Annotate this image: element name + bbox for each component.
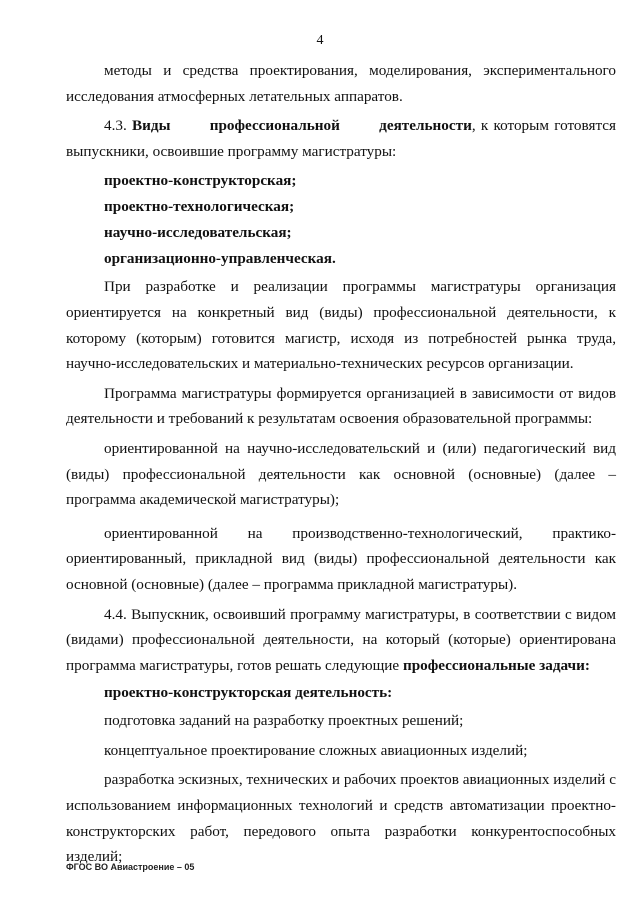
paragraph-methods: методы и средства проектирования, моделирования, экспериментального исследования атмосферных летательных аппаратов. [66, 62, 616, 105]
task-item: подготовка заданий на разработку проектных решений; [104, 712, 464, 730]
document-body [66, 58, 616, 870]
activity-types-heading: Виды профессиональной деятельности [132, 117, 472, 135]
page-number: 4 [316, 33, 324, 48]
paragraph-development: При разработке и реализации программы магистратуры организация ориентируется на конкретный вид (виды) профессиональной деятельности, к которому (которым) готовится магистр, исходя из потребностей рынка труда, научно-исследовательских и материально-технических ресурсов организации. [66, 278, 616, 373]
task-item: разработка эскизных, технических и рабочих проектов авиационных изделий с использованием информационных технологий и средств автоматизации проектно-конструкторских работ, передового опыта разработки конкурентоспособных изделий; [66, 771, 616, 866]
graduate-tasks-text: 4.4. Выпускник, освоивший программу магистратуры, в соответствии с видом (видами) профессиональной деятельности, на который (которые) ориентирована программа магистратуры, готов решать следующие [66, 605, 616, 674]
paragraph-program-formation: Программа магистратуры формируется организацией в зависимости от видов деятельности и требований к результатам освоения образовательной программы: [66, 384, 616, 428]
professional-tasks-heading: профессиональные задачи: [402, 656, 590, 674]
section-number: 4.3. [104, 117, 133, 135]
activity-item: проектно-технологическая; [104, 198, 295, 216]
activity-types-text: , к которым готовятся выпускники, освоившие программу магистратуры: [66, 117, 616, 160]
activity-item: организационно-управленческая. [104, 250, 336, 268]
paragraph-applied-masters: ориентированной на производственно-технологический, практико-ориентированный, прикладной вид (виды) профессиональной деятельности как основной (основные) (далее – программа прикладной магистратуры). [66, 524, 616, 593]
paragraph-graduate-tasks [66, 602, 616, 679]
activity-item: научно-исследовательская; [104, 224, 292, 242]
paragraph-academic-masters: ориентированной на научно-исследовательский и (или) педагогический вид (виды) профессиональной деятельности как основной (основные) (далее – программа академической магистратуры); [66, 439, 616, 509]
task-item: концептуальное проектирование сложных авиационных изделий; [104, 741, 528, 759]
design-activity-heading: проектно-конструкторская деятельность: [104, 684, 393, 702]
activity-item: проектно-конструкторская; [104, 172, 297, 190]
document-footer: ФГОС ВО Авиастроение – 05 [66, 862, 195, 872]
paragraph-activity-types [66, 113, 616, 164]
